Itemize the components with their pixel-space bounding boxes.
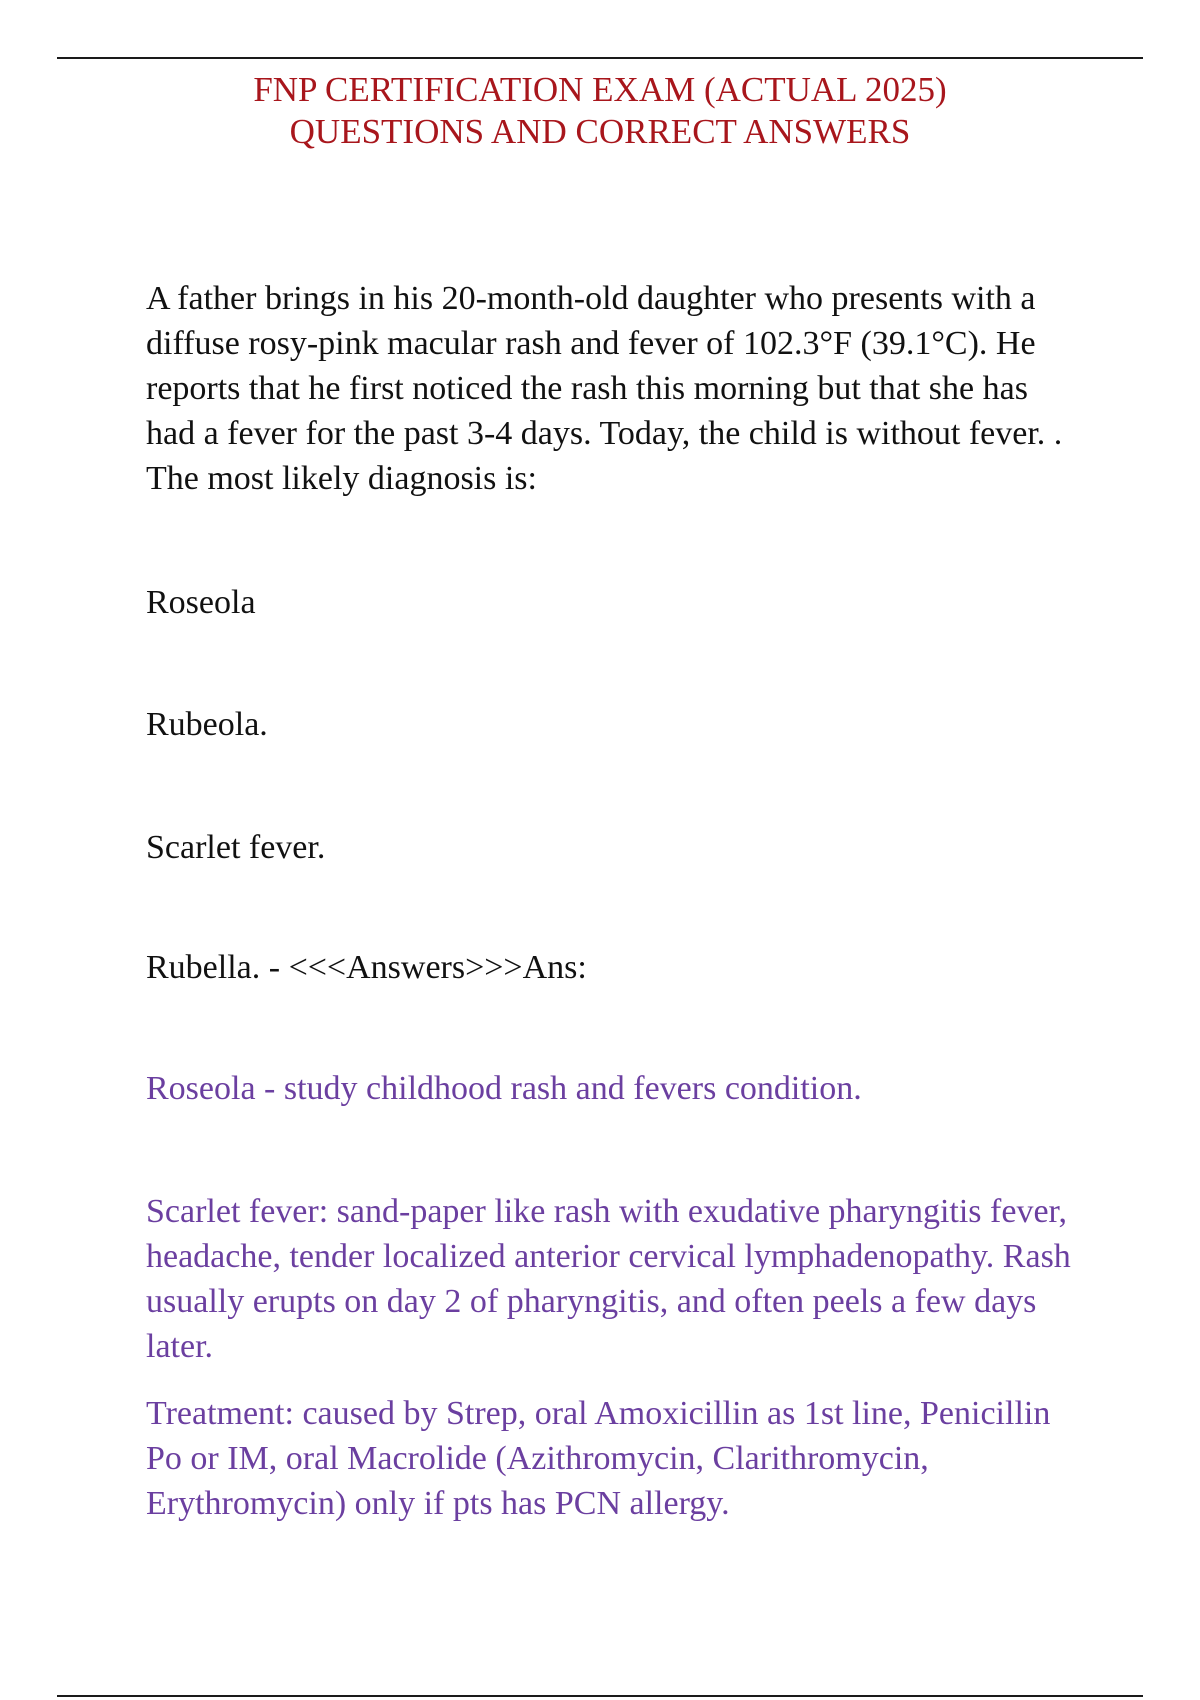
answer-scarlet-fever-description: Scarlet fever: sand-paper like rash with exudative pharyngitis fever, headache, tender localized anterior cervical lymphadenopathy. Rash usually erupts on day 2 of pharyngitis, and often peels a few days later. — [146, 1193, 1071, 1365]
title-line-1: FNP CERTIFICATION EXAM (ACTUAL 2025) — [253, 70, 947, 109]
option-roseola: Roseola — [146, 584, 256, 621]
option-scarlet-fever: Scarlet fever. — [146, 829, 326, 866]
answer-roseola: Roseola - study childhood rash and fevers condition. — [146, 1070, 862, 1107]
question-text: A father brings in his 20-month-old daughter who presents with a diffuse rosy-pink macular rash and fever of 102.3°F (39.1°C). He reports that he first noticed the rash this morning but that she has had a fever for the past 3-4 days. Today, the child is without fever. . The most likely diagnosis is: — [146, 280, 1063, 497]
option-rubella-answer-marker: Rubella. - <<<Answers>>>Ans: — [146, 949, 587, 986]
title-line-2: QUESTIONS AND CORRECT ANSWERS — [289, 112, 911, 151]
document-title — [0, 69, 1200, 153]
option-rubeola: Rubeola. — [146, 706, 268, 743]
bottom-rule — [57, 1695, 1143, 1697]
answer-treatment: Treatment: caused by Strep, oral Amoxicillin as 1st line, Penicillin Po or IM, oral Macrolide (Azithromycin, Clarithromycin, Erythromycin) only if pts has PCN allergy. — [146, 1395, 1051, 1522]
top-rule — [57, 57, 1143, 59]
